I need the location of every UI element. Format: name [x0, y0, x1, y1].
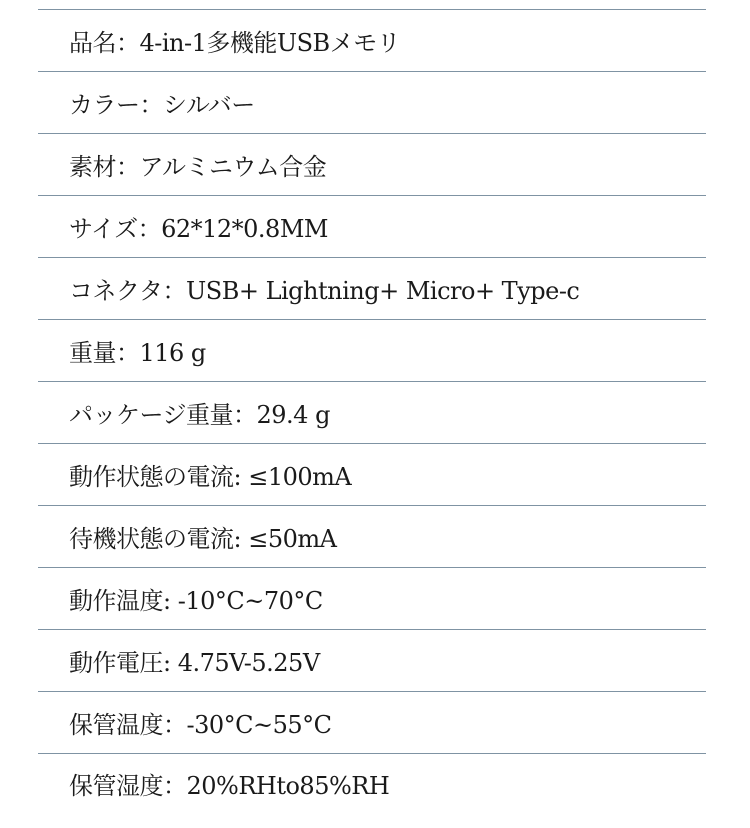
spec-row-storage-temperature: 保管温度：-30°C~55°C — [38, 691, 706, 753]
spec-row-storage-humidity: 保管湿度：20%RHto85%RH — [38, 753, 706, 813]
spec-row-operating-current: 動作状態の電流: ≤100mA — [38, 443, 706, 505]
spec-list — [38, 9, 706, 813]
spec-row-operating-voltage: 動作電圧: 4.75V-5.25V — [38, 629, 706, 691]
spec-row-material: 素材：アルミニウム合金 — [38, 133, 706, 195]
spec-row-weight: 重量：116 g — [38, 319, 706, 381]
spec-row-product-name: 品名：4-in-1多機能USBメモリ — [38, 9, 706, 71]
spec-row-operating-temperature: 動作温度: -10°C~70°C — [38, 567, 706, 629]
spec-row-size: サイズ：62*12*0.8MM — [38, 195, 706, 257]
spec-row-connector: コネクタ：USB+ Lightning+ Micro+ Type-c — [38, 257, 706, 319]
spec-row-package-weight: パッケージ重量：29.4 g — [38, 381, 706, 443]
spec-row-color: カラー：シルバー — [38, 71, 706, 133]
spec-row-standby-current: 待機状態の電流: ≤50mA — [38, 505, 706, 567]
